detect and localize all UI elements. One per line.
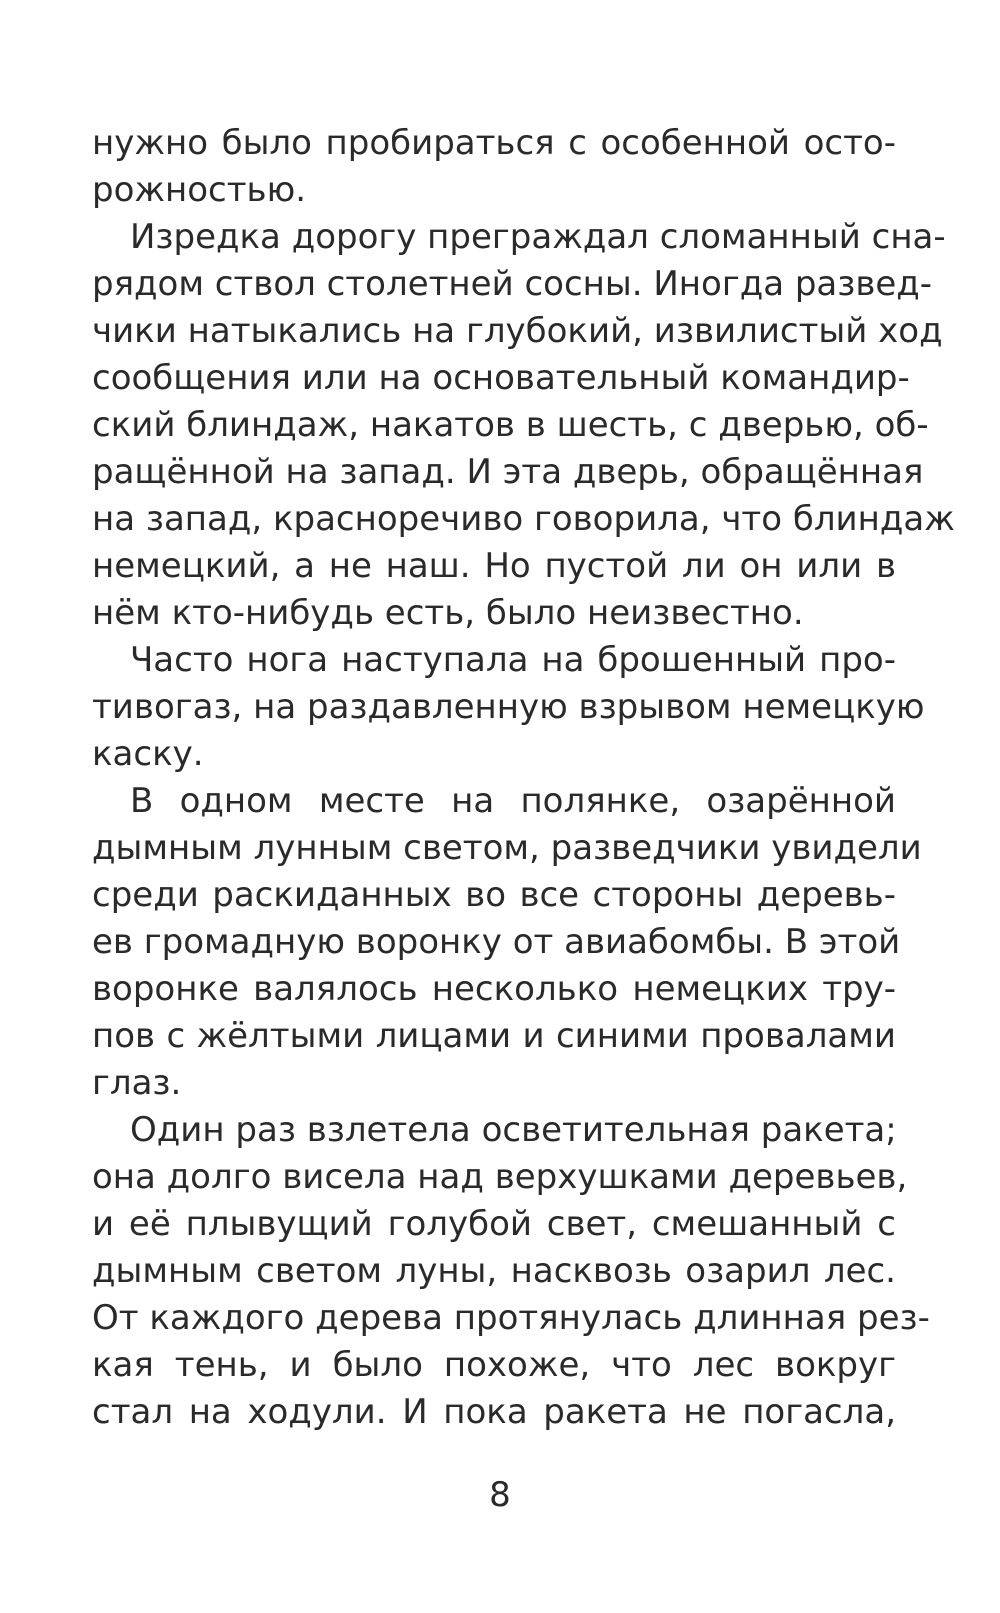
text-line: чики натыкались на глубокий, извилистый ход [92,311,943,351]
text-line: В одном месте на полянке, озарённой [130,781,896,821]
text-line: Часто нога наступала на брошенный про- [130,640,896,680]
page-number: 8 [489,1475,511,1515]
paragraph [92,778,922,1107]
paragraph [92,637,925,778]
text-line: дымным лунным светом, разведчики увидели [92,828,922,868]
text-line: нужно было пробираться с особенной осто- [92,123,896,163]
text-line: Один раз взлетела осветительная ракета; [130,1110,897,1150]
page-body [92,120,955,1436]
text-line: пов с жёлтыми лицами и синими провалами [92,1016,896,1056]
text-line: она долго висела над верхушками деревьев, [92,1157,908,1197]
text-line: немецкий, а не наш. Но пустой ли он или в [92,546,896,586]
text-line: глаз. [92,1063,182,1103]
text-line: Изредка дорогу преграждал сломанный сна- [130,217,946,257]
text-line: сообщения или на основательный командир- [92,358,910,398]
text-line: ев громадную воронку от авиабомбы. В этой [92,922,901,962]
text-line: От каждого дерева протянулась длинная рез- [92,1298,930,1338]
text-line: на запад, красноречиво говорила, что блиндаж [92,499,955,539]
text-line: кая тень, и было похоже, что лес вокруг [92,1345,896,1385]
text-line: нём кто-нибудь есть, было неизвестно. [92,593,804,633]
text-line: каску. [92,734,204,774]
text-line: среди раскиданных во все стороны деревь- [92,875,896,915]
paragraph [92,214,955,637]
text-line: дымным светом луны, насквозь озарил лес. [92,1251,896,1291]
paragraph [92,1107,930,1436]
text-line: стал на ходули. И пока ракета не погасла, [92,1392,896,1432]
text-line: рожностью. [92,170,307,210]
text-line: ский блиндаж, накатов в шесть, с дверью, об- [92,405,929,445]
text-line: и её плывущий голубой свет, смешанный с [92,1204,896,1244]
text-line: ращённой на запад. И эта дверь, обращённая [92,452,924,492]
text-line: рядом ствол столетней сосны. Иногда развед- [92,264,933,304]
text-line: воронке валялось несколько немецких тру- [92,969,896,1009]
text-line: тивогаз, на раздавленную взрывом немецкую [92,687,925,727]
paragraph [92,120,896,214]
